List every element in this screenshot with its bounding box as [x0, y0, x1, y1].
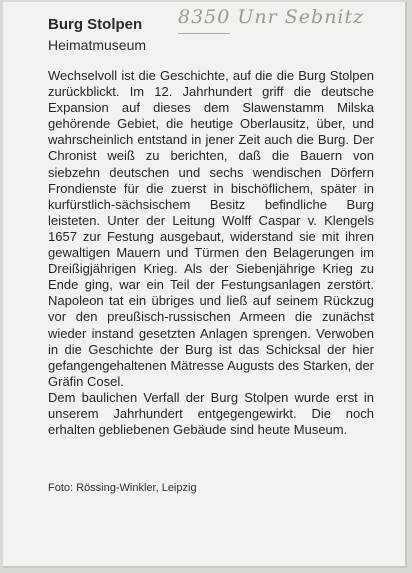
paragraph-museum: Dem baulichen Verfall der Burg Stolpen wurde erst in unserem Jahrhundert entgegengewirkt. Die noch erhalten gebliebenen Gebäude sind heute Museum.	[48, 389, 374, 438]
handwritten-note: 8350 Unr Sebnitz	[178, 6, 365, 28]
museum-card	[3, 2, 407, 568]
body-text	[48, 68, 374, 438]
paragraph-history: Wechselvoll ist die Geschichte, auf die die Burg Stolpen zurückblickt. Im 12. Jahrhundert griff die deutsche Expansion auf dieses dem Slawenstamm Milska gehörende Gebiet, die heutige Oberlausitz, über, und wahrscheinlich entstand in jener Zeit auch die Burg. Der Chronist weiß zu berichten, daß die Bauern von siebzehn deutschen und sechs wendischen Dörfern Frondienste für die zuerst in bischöflichem, später in kurfürstlich-sächsischem Besitz befindliche Burg leisteten. Unter der Leitung Wolff Caspar v. Klengels 1657 zur Festung ausgebaut, widerstand sie mit ihren gewaltigen Mauern und Türmen den Belagerungen im Dreißigjährigen Krieg. Als der Siebenjährige Krieg zu Ende ging, war ein Teil der Festungsanlagen zerstört. Napoleon tat ein übriges und ließ auf seinem Rückzug vor den preußisch-russischen Armeen die zunächst wieder instand gesetzten Anlagen sprengen. Verwoben in die Geschichte der Burg ist das Schicksal der hier gefangengehaltenen Mätresse Augusts des Starken, der Gräfin Cosel.	[48, 68, 374, 389]
photo-credit: Foto: Rössing-Winkler, Leipzig	[48, 482, 197, 494]
page-title: Burg Stolpen	[48, 16, 143, 33]
page-subtitle: Heimatmuseum	[48, 37, 147, 53]
handwritten-underline	[178, 33, 230, 34]
